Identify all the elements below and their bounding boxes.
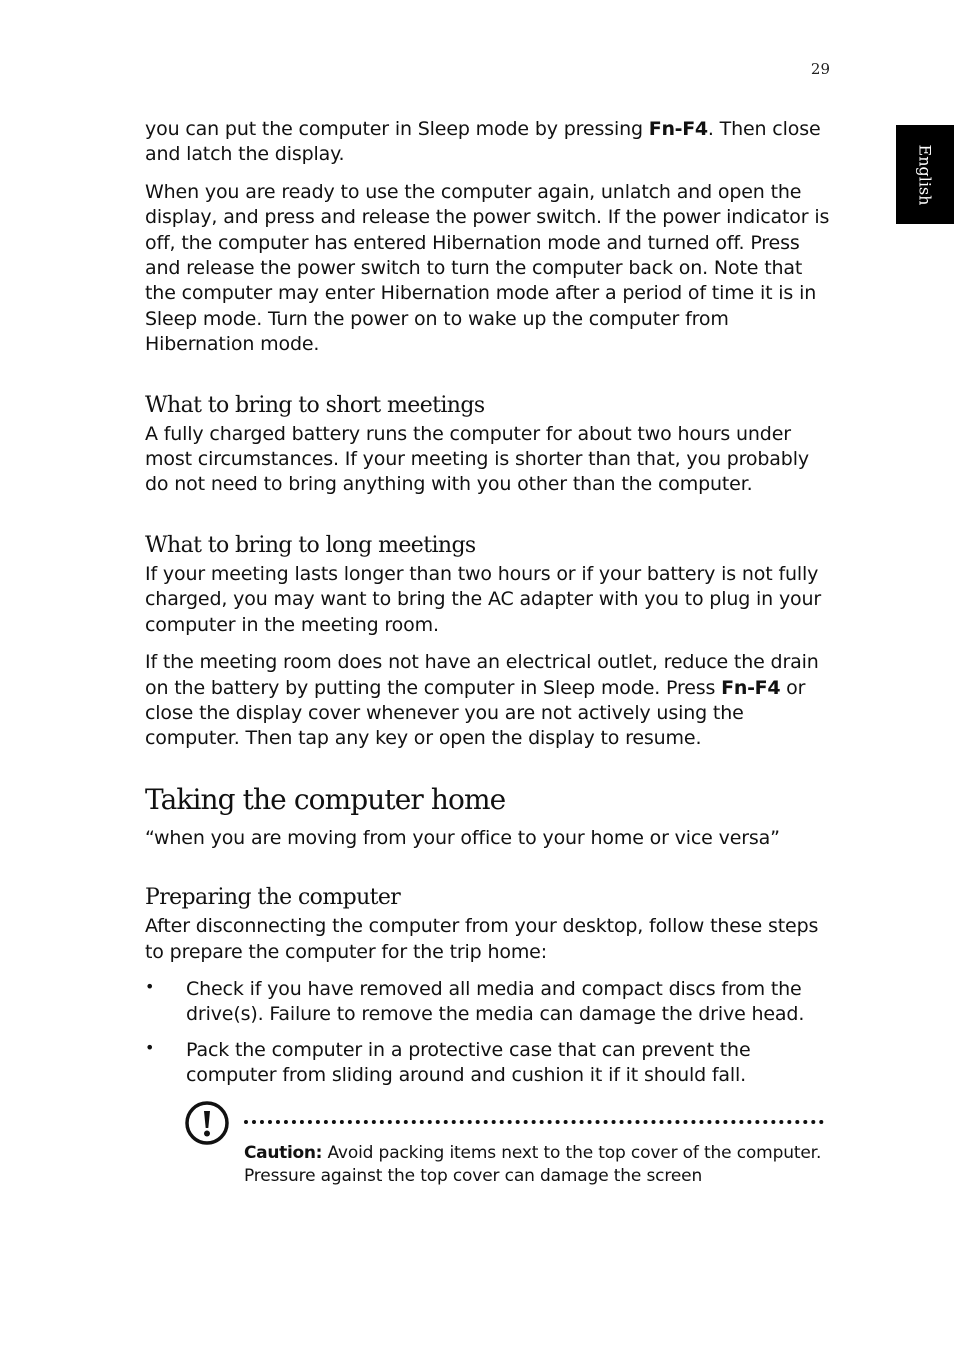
short-meetings-heading: What to bring to short meetings [145,392,485,418]
long-meetings-text: If the meeting room does not have an electrical outlet, reduce the drain on the battery by putting the computer in Sleep mode. Press [145,651,819,699]
key-combo: Fn-F4 [721,676,781,699]
bullet-marker: • [145,976,155,996]
section-title: Taking the computer home [145,782,506,816]
preparing-heading: Preparing the computer [145,885,401,911]
intro-text-end: . Then close and latch the display. [145,118,821,166]
caution-label: Caution: [244,1143,323,1163]
list-item-text: Pack the computer in a protective case that can prevent the computer from sliding around and cushion it if it should fall. [186,1038,751,1087]
long-meetings-paragraph-2 [145,650,835,752]
short-meetings-body: A fully charged battery runs the computer for about two hours under most circumstances. If your meeting is shorter than that, you probably do not need to bring anything with you other than the computer. [145,422,809,496]
page-number: 29 [810,60,830,78]
caution-note [184,1100,834,1200]
long-meetings-paragraph-1: If your meeting lasts longer than two hours or if your battery is not fully charged, you may want to bring the AC adapter with you to plug in your computer in the meeting room. [145,562,822,636]
bullet-marker: • [145,1037,155,1057]
language-tab-label: English [915,144,935,205]
language-tab [896,125,954,224]
caution-body: Avoid packing items next to the top cover of the computer. Pressure against the top cover can damage the screen [244,1143,822,1186]
long-meetings-text-end: or close the display cover whenever you are not actively using the computer. Then tap any key or open the display to resume. [145,676,806,750]
caution-divider [244,1120,824,1128]
intro-text: you can put the computer in Sleep mode by pressing [145,118,649,140]
list-item [145,977,835,1028]
preparing-intro: After disconnecting the computer from your desktop, follow these steps to prepare the computer for the trip home: [145,915,819,963]
long-meetings-heading: What to bring to long meetings [145,532,476,558]
key-combo: Fn-F4 [648,118,708,140]
intro-paragraph-1 [145,117,835,168]
list-item [145,1038,835,1089]
intro-paragraph-2: When you are ready to use the computer again, unlatch and open the display, and press and release the power switch. If the power indicator is off, the computer has entered Hibernation mode and turned off. Press and release the power switch to turn the computer back on. Note that the computer may enter Hibernation mode after a period of time it is in Sleep mode. Turn the power on to wake up the computer from Hibernation mode. [145,180,830,356]
caution-text [244,1142,824,1188]
exclamation-circle-icon [184,1100,230,1146]
section-quote: “when you are moving from your office to your home or vice versa” [145,826,780,849]
list-item-text: Check if you have removed all media and compact discs from the drive(s). Failure to remove the media can damage the drive head. [186,977,805,1026]
page-content [145,117,835,1089]
